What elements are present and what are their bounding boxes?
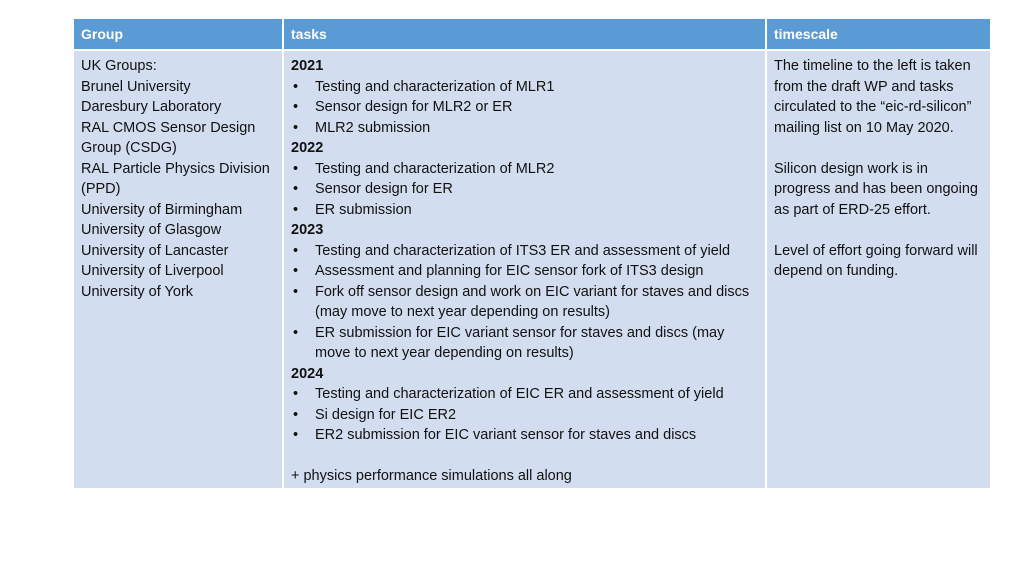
header-tasks: tasks: [284, 19, 767, 49]
task-item: • ER submission: [291, 200, 755, 221]
task-list: [291, 77, 755, 139]
group-line: Brunel University: [81, 78, 191, 95]
table-body-row: [74, 49, 990, 488]
task-table: [74, 19, 990, 488]
task-item: • Testing and characterization of MLR2: [291, 159, 755, 180]
task-item: • Si design for EIC ER2: [291, 405, 755, 426]
group-line: Daresbury Laboratory: [81, 99, 222, 115]
group-line: RAL Particle Physics Division: [81, 160, 270, 177]
task-item: • Fork off sensor design and work on EIC variant for staves and discs (may move to next year depending on results): [291, 282, 755, 323]
task-item: • Testing and characterization of EIC ER and assessment of yield: [291, 384, 755, 405]
timescale-paragraph: The timeline to the left is taken from the draft WP and tasks circulated to the “eic-rd-silicon” mailing list on 10 May 2020.: [774, 58, 972, 136]
group-line: University of Liverpool: [81, 263, 224, 279]
group-line: University of Lancaster: [81, 242, 229, 259]
timescale-paragraph: Level of effort going forward will depend on funding.: [774, 242, 978, 279]
group-line: UK Groups:: [81, 58, 157, 74]
task-item: • Testing and characterization of ITS3 ER and assessment of yield: [291, 241, 755, 262]
year-heading: 2023: [291, 222, 324, 238]
table-header-row: [74, 19, 990, 49]
timescale-cell: [767, 51, 990, 488]
task-item: • ER2 submission for EIC variant sensor for staves and discs: [291, 425, 755, 446]
task-list: [291, 159, 755, 221]
task-item: • Assessment and planning for EIC sensor fork of ITS3 design: [291, 261, 755, 282]
group-line: University of York: [81, 283, 194, 300]
task-item: • MLR2 submission: [291, 118, 755, 139]
task-item: • Sensor design for MLR2 or ER: [291, 97, 755, 118]
group-line: RAL CMOS Sensor Design: [81, 119, 256, 136]
task-item: • Sensor design for ER: [291, 179, 755, 200]
tasks-footer: + physics performance simulations all along: [291, 468, 572, 484]
year-heading: 2021: [291, 58, 324, 74]
tasks-cell: [284, 51, 767, 488]
group-line: University of Glasgow: [81, 222, 222, 238]
timescale-paragraph: Silicon design work is in progress and has been ongoing as part of ERD-25 effort.: [774, 160, 978, 218]
year-heading: 2022: [291, 140, 324, 156]
group-line: (PPD): [81, 181, 121, 197]
year-heading: 2024: [291, 365, 324, 382]
task-list: [291, 384, 755, 446]
group-cell: [74, 51, 284, 488]
header-timescale: timescale: [774, 26, 838, 42]
task-item: • Testing and characterization of MLR1: [291, 77, 755, 98]
task-list: [291, 241, 755, 364]
group-line: Group (CSDG): [81, 140, 177, 156]
task-item: • ER submission for EIC variant sensor for staves and discs (may move to next year depending on results): [291, 323, 755, 364]
spacer: [291, 446, 755, 467]
group-line: University of Birmingham: [81, 201, 243, 218]
header-group: Group: [74, 19, 284, 49]
